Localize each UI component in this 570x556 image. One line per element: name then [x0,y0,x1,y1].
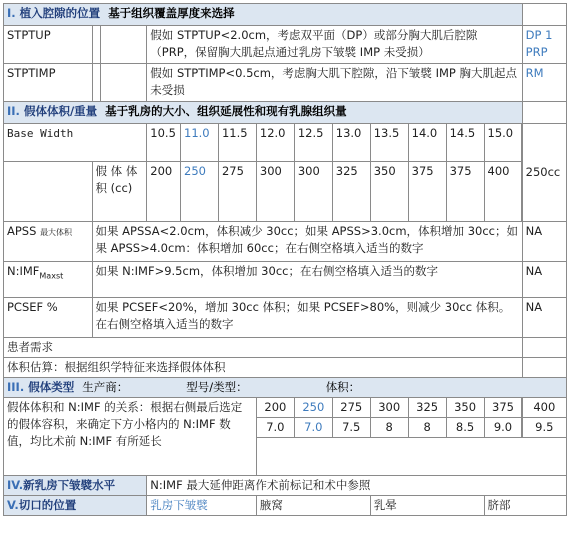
relation-volume-cell: 400 [522,398,566,418]
stptup-label: STPTUP [4,26,93,64]
pcsef-text: 如果 PCSEF<20%，增加 30cc 体积；如果 PCSEF>80%，则减少 30cc 体积。在右侧空格填入适当的数字 [92,298,522,338]
base-width-cell: 12.5 [294,124,332,162]
section-1-subtitle: 基于组织覆盖厚度来选择 [108,6,235,20]
base-width-label: Base Width [4,124,147,162]
implant-nimf-relation-text: 假体体积和 N:IMF 的关系：根据右侧最后选定的假体容积，来确定下方小格内的 N:IMF 数值，均比术前 N:IMF 有所延长 [4,398,257,476]
relation-nimf-cell: 8 [370,418,408,438]
volume-cell: 400 [484,162,522,222]
section-5-header: V.切口的位置 [4,496,147,516]
volume-cell: 325 [332,162,370,222]
volume-cell: 275 [218,162,256,222]
volume-cell: 375 [446,162,484,222]
volume-cell: 200 [147,162,181,222]
incision-option-axilla[interactable]: 腋窝 [256,496,370,516]
stptup-text: 假如 STPTUP<2.0cm，考虑双平面（DP）或部分胸大肌后腔隙（PRP，保留胸大肌起点通过乳房下皱襞 IMP 未受损） [147,26,522,64]
base-width-cell: 12.0 [256,124,294,162]
volume-result[interactable]: 250cc [522,124,566,222]
section-1-number: I. [7,6,16,20]
base-width-cell: 15.0 [484,124,522,162]
base-width-cell: 13.0 [332,124,370,162]
apss-label: APSS 最大体积 [4,222,93,262]
section-2-header [4,102,523,124]
relation-nimf-cell: 7.5 [332,418,370,438]
incision-option-umbilicus[interactable]: 脐部 [484,496,566,516]
document-page [0,3,570,556]
base-width-cell: 10.5 [147,124,181,162]
incision-option-areola[interactable]: 乳晕 [370,496,484,516]
relation-nimf-cell: 8 [408,418,446,438]
relation-volume-cell: 250 [294,398,332,418]
relation-volume-cell: 300 [370,398,408,418]
apss-result[interactable]: NA [522,222,566,262]
section-2-number: II. [7,104,20,118]
section-1-result-cell [522,4,566,26]
base-width-cell: 14.0 [408,124,446,162]
volume-cell: 250 [181,162,219,222]
section-4-text: N:IMF 最大延伸距离作术前标记和术中参照 [147,476,567,496]
relation-volume-cell: 375 [484,398,522,418]
volume-cell: 300 [256,162,294,222]
volume-estimate: 体积估算：根据组织学特征来选择假体体积 [4,358,523,378]
relation-nimf-cell: 7.0 [294,418,332,438]
relation-nimf-cell: 9.5 [522,418,566,438]
nimf-text: 如果 N:IMF>9.5cm，体积增加 30cc；在右侧空格填入适当的数字 [92,262,522,298]
relation-nimf-cell: 8.5 [446,418,484,438]
relation-volume-cell: 350 [446,398,484,418]
nimf-label: $N:IMF_{Maxst}$ [4,262,93,298]
volume-cell: 375 [408,162,446,222]
nimf-result[interactable]: NA [522,262,566,298]
section-2-subtitle: 基于乳房的大小、组织延展性和现有乳腺组织量 [105,104,347,118]
incision-option-imf[interactable]: 乳房下皱襞 [147,496,257,516]
apss-text: 如果 APSSA<2.0cm，体积减少 30cc；如果 APSS>3.0cm，体积增加 30cc；如果 APSS>4.0cm：体积增加 60cc；在右侧空格填入适当的数字 [92,222,522,262]
section-4-header: IV.新乳房下皱襞水平 [4,476,147,496]
patient-needs: 患者需求 [4,338,523,358]
relation-volume-cell: 325 [408,398,446,418]
relation-nimf-cell: 9.0 [484,418,522,438]
base-width-cell: 13.5 [370,124,408,162]
stptimp-text: 假如 STPTIMP<0.5cm，考虑胸大肌下腔隙，沿下皱襞 IMP 胸大肌起点未受损 [147,64,522,102]
stptimp-label: STPTIMP [4,64,93,102]
section-2-title: 假体体积/重量 [23,104,98,118]
pcsef-result[interactable]: NA [522,298,566,338]
stptimp-result[interactable]: RM [522,64,566,102]
patient-needs-value[interactable] [522,338,566,358]
implant-volume-label: 假 体 体 积 (cc) [92,162,147,222]
relation-volume-cell: 200 [256,398,294,418]
volume-cell: 350 [370,162,408,222]
breast-implant-planning-form [3,3,567,516]
section-1-title: 植入腔隙的位置 [19,6,101,20]
section-3-header: III. 假体类型 生产商： 型号/类型： 体积： [4,378,567,398]
base-width-cell: 14.5 [446,124,484,162]
stptup-result[interactable]: DP 1 PRP [522,26,566,64]
relation-volume-cell: 275 [332,398,370,418]
base-width-cell: 11.0 [181,124,219,162]
volume-estimate-value[interactable] [522,358,566,378]
section-1-header [4,4,523,26]
relation-nimf-cell: 7.0 [256,418,294,438]
pcsef-label: PCSEF % [4,298,93,338]
base-width-cell: 11.5 [218,124,256,162]
volume-cell: 300 [294,162,332,222]
